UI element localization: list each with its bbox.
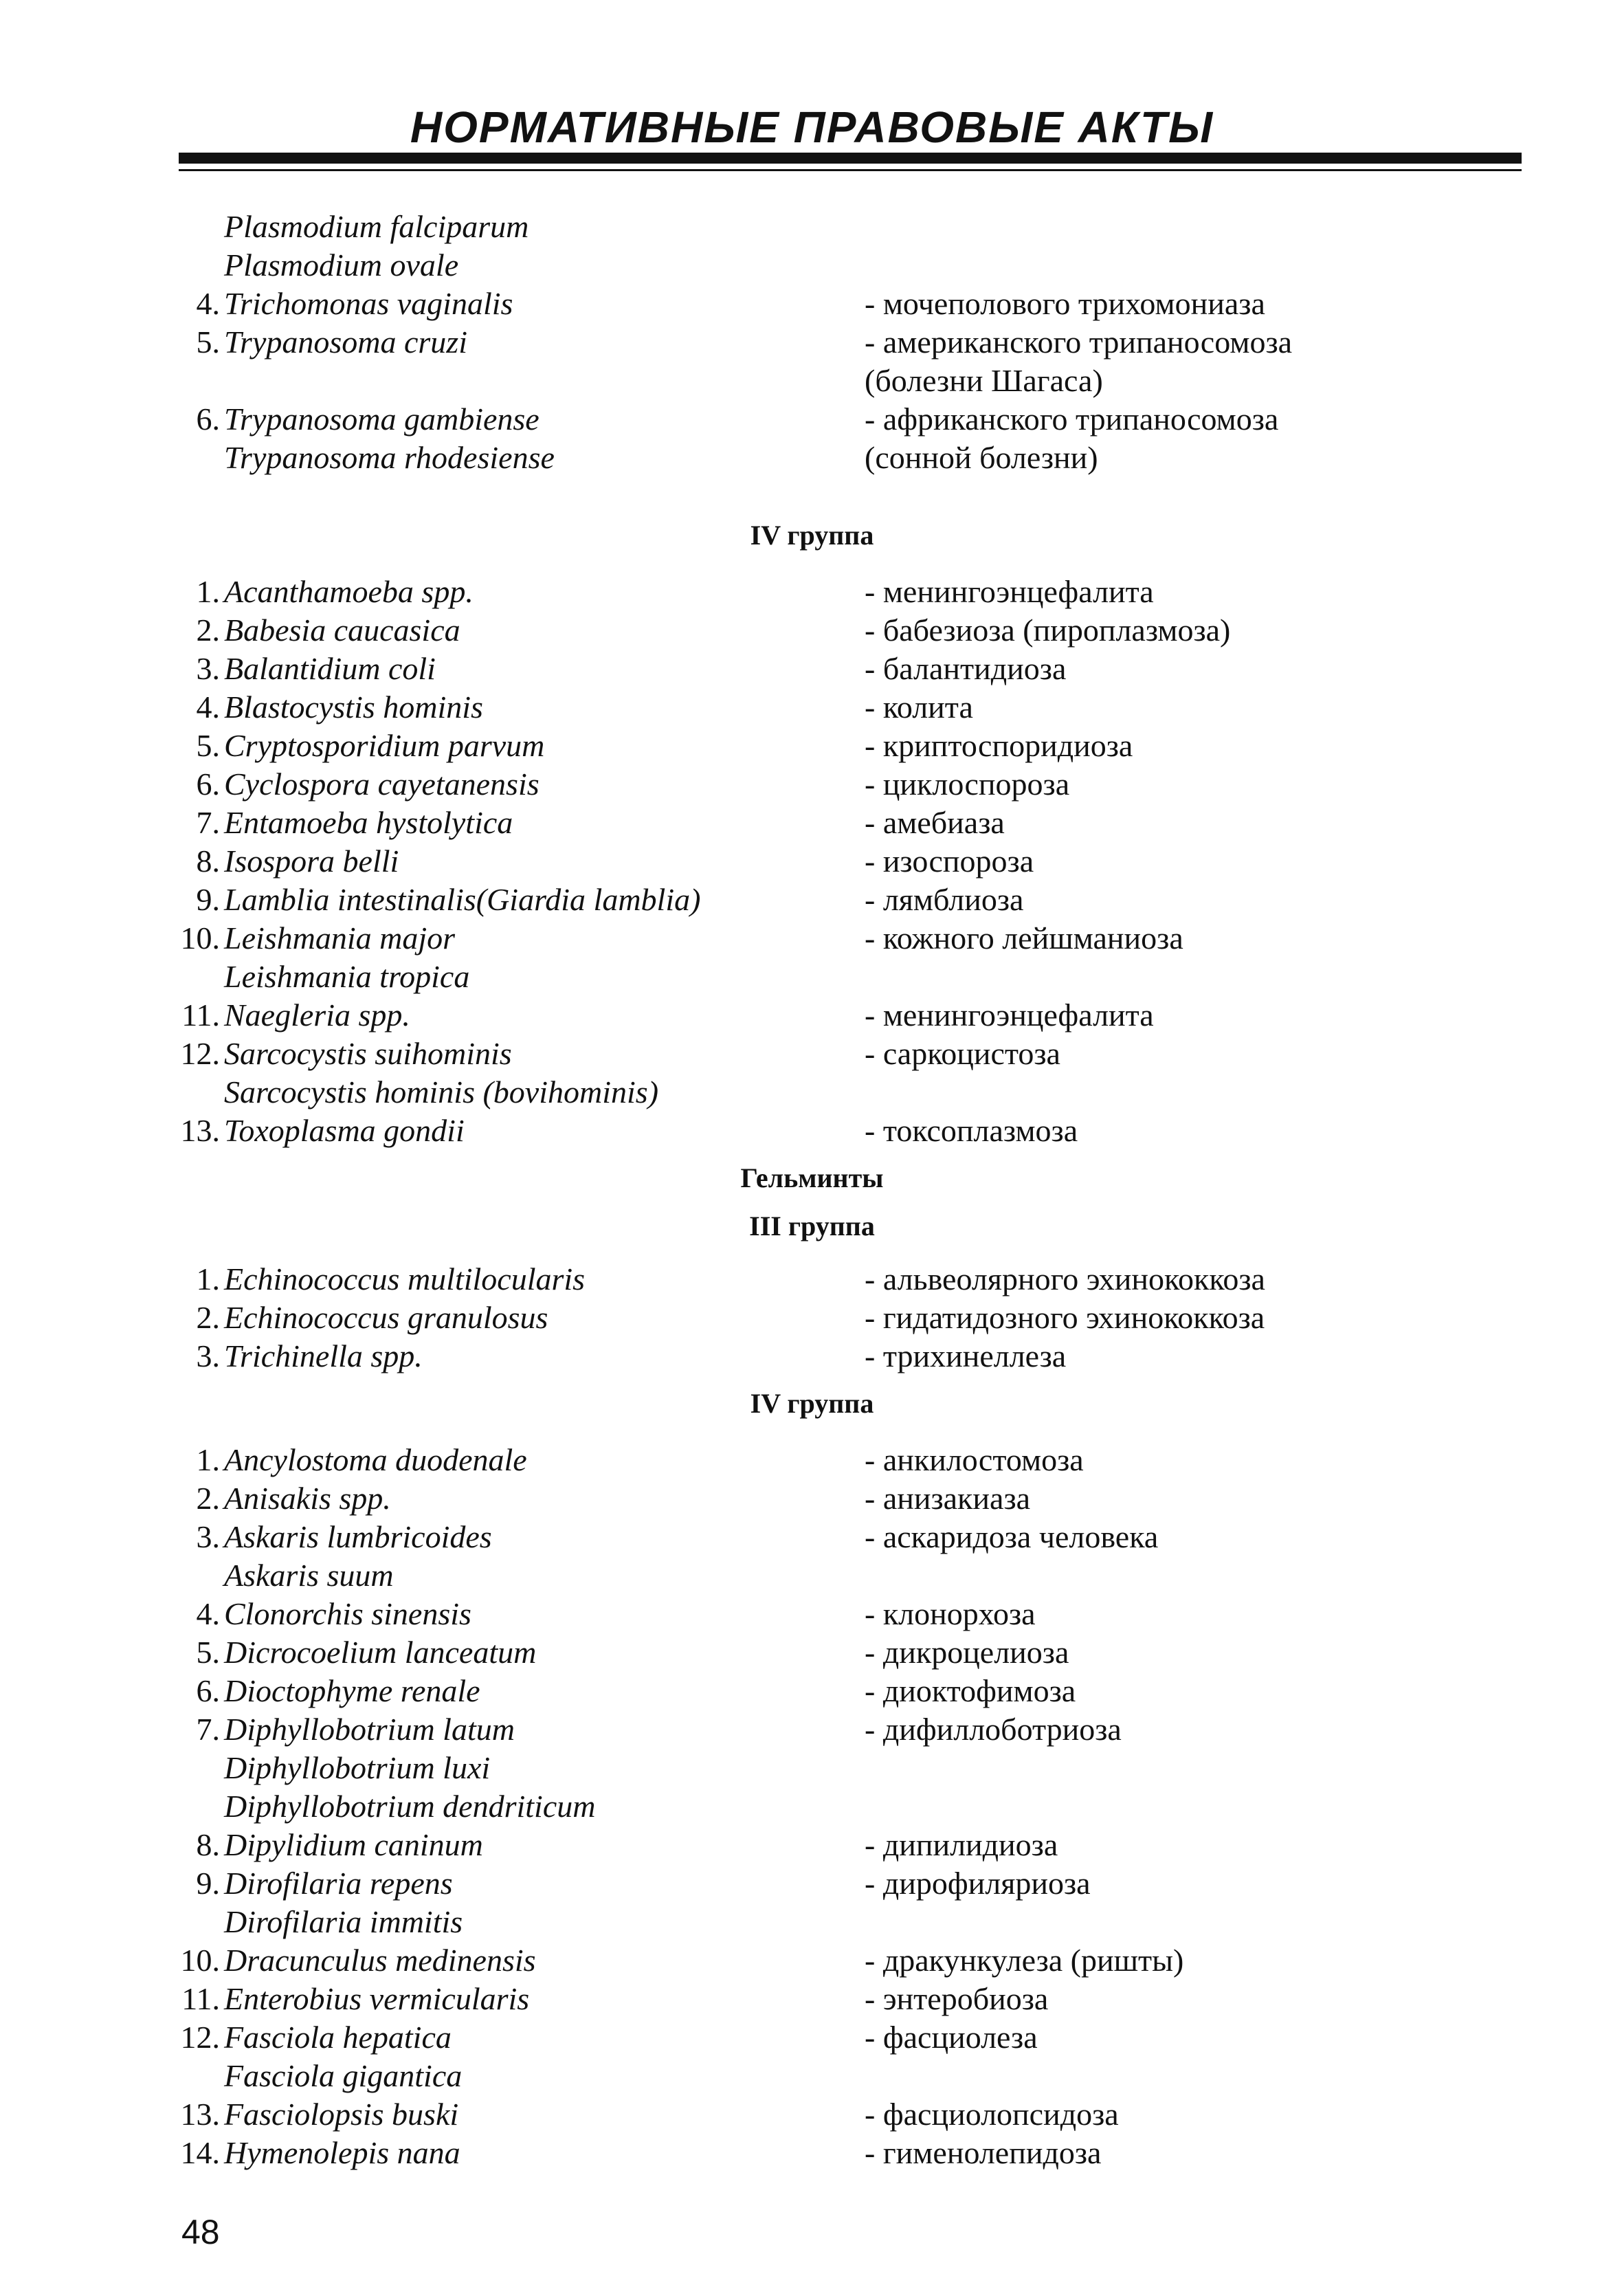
list-item bbox=[0, 1864, 1624, 1903]
pathogen-name: Dipylidium caninum bbox=[224, 1827, 483, 1862]
pathogen-name: Naegleria spp. bbox=[224, 997, 410, 1033]
item-number: 10. bbox=[180, 1943, 220, 1978]
pathogen-name: Sarcocystis hominis (bovihominis) bbox=[224, 1074, 659, 1110]
item-number: 12. bbox=[180, 1036, 220, 1071]
item-number: 1. bbox=[196, 574, 220, 609]
disease-name: (сонной болезни) bbox=[865, 440, 1098, 475]
item-number: 7. bbox=[196, 1712, 220, 1747]
pathogen-name: Trypanosoma rhodesiense bbox=[224, 440, 555, 475]
disease-name: - энтеробиоза bbox=[865, 1981, 1049, 2016]
disease-name: - мочеполового трихомониаза bbox=[865, 286, 1265, 321]
pathogen-name: Diphyllobotrium dendriticum bbox=[224, 1789, 596, 1824]
disease-name: - дракункулеза (ришты) bbox=[865, 1943, 1184, 1978]
list-item bbox=[0, 1556, 1624, 1595]
item-number: 3. bbox=[196, 1338, 220, 1373]
list-item bbox=[0, 246, 1624, 285]
list-item bbox=[0, 1980, 1624, 2018]
list-item bbox=[0, 2095, 1624, 2134]
list-item bbox=[0, 765, 1624, 804]
item-number: 3. bbox=[196, 1519, 220, 1554]
pathogen-name: Askaris lumbricoides bbox=[224, 1519, 492, 1554]
list-item bbox=[0, 323, 1624, 362]
disease-name: - менингоэнцефалита bbox=[865, 574, 1154, 609]
pathogen-name: Cyclospora cayetanensis bbox=[224, 766, 540, 802]
list-item bbox=[0, 1595, 1624, 1633]
pathogen-name: Dioctophyme renale bbox=[224, 1673, 480, 1708]
list-item bbox=[0, 2134, 1624, 2172]
pathogen-name: Isospora belli bbox=[224, 843, 399, 879]
list-item bbox=[0, 688, 1624, 727]
list-item bbox=[0, 881, 1624, 919]
list-item bbox=[0, 1672, 1624, 1710]
disease-name: - аскаридоза человека bbox=[865, 1519, 1159, 1554]
list-item bbox=[0, 1787, 1624, 1826]
item-number: 2. bbox=[196, 1481, 220, 1516]
list-item bbox=[0, 1112, 1624, 1150]
disease-name: - балантидиоза bbox=[865, 651, 1067, 686]
item-number: 6. bbox=[196, 766, 220, 802]
list-item bbox=[0, 1299, 1624, 1337]
pathogen-name: Trypanosoma gambiense bbox=[224, 401, 540, 437]
list-item bbox=[0, 439, 1624, 477]
disease-name: - фасциолопсидоза bbox=[865, 2097, 1119, 2132]
item-number: 6. bbox=[196, 401, 220, 437]
list-item bbox=[0, 958, 1624, 996]
pathogen-name: Trypanosoma cruzi bbox=[224, 324, 467, 360]
section-heading: Гельминты bbox=[740, 1162, 884, 1193]
disease-name: - дирофиляриоза bbox=[865, 1866, 1091, 1901]
item-number: 14. bbox=[180, 2135, 220, 2170]
pathogen-name: Leishmania tropica bbox=[224, 959, 470, 994]
pathogen-name: Balantidium coli bbox=[224, 651, 436, 686]
pathogen-name: Sarcocystis suihominis bbox=[224, 1036, 512, 1071]
list-item bbox=[0, 362, 1624, 400]
disease-name: (болезни Шагаса) bbox=[865, 363, 1103, 398]
pathogen-name: Trichinella spp. bbox=[224, 1338, 423, 1373]
disease-name: - дипилидиоза bbox=[865, 1827, 1058, 1862]
list-item bbox=[0, 611, 1624, 650]
pathogen-name: Lamblia intestinalis(Giardia lamblia) bbox=[224, 882, 701, 917]
disease-name: - амебиаза bbox=[865, 805, 1005, 840]
pathogen-name: Leishmania major bbox=[224, 920, 456, 956]
item-number: 11. bbox=[181, 997, 220, 1033]
disease-name: - американского трипаносомоза bbox=[865, 324, 1293, 360]
disease-name: - дифиллоботриоза bbox=[865, 1712, 1122, 1747]
section-heading: III группа bbox=[749, 1211, 875, 1241]
page-header: НОРМАТИВНЫЕ ПРАВОВЫЕ АКТЫ bbox=[410, 102, 1214, 152]
pathogen-name: Ancylostoma duodenale bbox=[224, 1442, 527, 1477]
list-item bbox=[0, 285, 1624, 323]
pathogen-name: Cryptosporidium parvum bbox=[224, 728, 545, 763]
list-item bbox=[0, 1035, 1624, 1073]
disease-name: - гименолепидоза bbox=[865, 2135, 1102, 2170]
disease-name: - колита bbox=[865, 689, 973, 725]
pathogen-name: Diphyllobotrium latum bbox=[224, 1712, 515, 1747]
section-heading: IV группа bbox=[750, 1388, 874, 1419]
item-number: 9. bbox=[196, 1866, 220, 1901]
disease-name: - токсоплазмоза bbox=[865, 1113, 1078, 1148]
item-number: 2. bbox=[196, 612, 220, 648]
pathogen-name: Askaris suum bbox=[224, 1558, 394, 1593]
list-item bbox=[0, 804, 1624, 842]
disease-name: - трихинеллеза bbox=[865, 1338, 1067, 1373]
disease-name: - кожного лейшманиоза bbox=[865, 920, 1183, 956]
disease-name: - фасциолеза bbox=[865, 2020, 1038, 2055]
list-item bbox=[0, 1337, 1624, 1376]
disease-name: - анизакиаза bbox=[865, 1481, 1031, 1516]
pathogen-name: Babesia caucasica bbox=[224, 612, 460, 648]
pathogen-name: Dicrocoelium lanceatum bbox=[224, 1635, 537, 1670]
item-number: 13. bbox=[180, 1113, 220, 1148]
list-item bbox=[0, 650, 1624, 688]
list-item bbox=[0, 1260, 1624, 1299]
item-number: 10. bbox=[180, 920, 220, 956]
list-item bbox=[0, 842, 1624, 881]
disease-name: - дикроцелиоза bbox=[865, 1635, 1069, 1670]
list-item bbox=[0, 1749, 1624, 1787]
pathogen-name: Diphyllobotrium luxi bbox=[224, 1750, 491, 1785]
item-number: 5. bbox=[196, 1635, 220, 1670]
item-number: 5. bbox=[196, 324, 220, 360]
list-item bbox=[0, 1710, 1624, 1749]
item-number: 7. bbox=[196, 805, 220, 840]
disease-name: - альвеолярного эхинококкоза bbox=[865, 1261, 1265, 1296]
disease-name: - циклоспороза bbox=[865, 766, 1070, 802]
pathogen-name: Enterobius vermicularis bbox=[224, 1981, 530, 2016]
disease-name: - лямблиоза bbox=[865, 882, 1024, 917]
item-number: 6. bbox=[196, 1673, 220, 1708]
item-number: 2. bbox=[196, 1300, 220, 1335]
list-item bbox=[0, 1479, 1624, 1518]
pathogen-name: Echinococcus granulosus bbox=[224, 1300, 548, 1335]
pathogen-name: Dracunculus medinensis bbox=[224, 1943, 536, 1978]
pathogen-name: Hymenolepis nana bbox=[224, 2135, 460, 2170]
disease-name: - диоктофимоза bbox=[865, 1673, 1076, 1708]
item-number: 8. bbox=[196, 843, 220, 879]
list-item bbox=[0, 996, 1624, 1035]
disease-name: - менингоэнцефалита bbox=[865, 997, 1154, 1033]
list-item bbox=[0, 1633, 1624, 1672]
item-number: 1. bbox=[196, 1442, 220, 1477]
list-item bbox=[0, 727, 1624, 765]
pathogen-name: Fasciola hepatica bbox=[224, 2020, 452, 2055]
list-item bbox=[0, 1073, 1624, 1112]
list-item bbox=[0, 2057, 1624, 2095]
pathogen-name: Clonorchis sinensis bbox=[224, 1596, 471, 1631]
list-item bbox=[0, 400, 1624, 439]
list-item bbox=[0, 1518, 1624, 1556]
list-item bbox=[0, 573, 1624, 611]
pathogen-name: Anisakis spp. bbox=[224, 1481, 391, 1516]
list-item bbox=[0, 208, 1624, 246]
pathogen-name: Echinococcus multilocularis bbox=[224, 1261, 586, 1296]
list-item bbox=[0, 1826, 1624, 1864]
disease-name: - бабезиоза (пироплазмоза) bbox=[865, 612, 1231, 648]
pathogen-name: Dirofilaria repens bbox=[224, 1866, 453, 1901]
list-item bbox=[0, 919, 1624, 958]
pathogen-name: Plasmodium falciparum bbox=[224, 209, 529, 244]
list-item bbox=[0, 1903, 1624, 1941]
disease-name: - анкилостомоза bbox=[865, 1442, 1084, 1477]
pathogen-name: Fasciolopsis buski bbox=[224, 2097, 459, 2132]
item-number: 5. bbox=[196, 728, 220, 763]
item-number: 12. bbox=[180, 2020, 220, 2055]
item-number: 4. bbox=[196, 689, 220, 725]
item-number: 1. bbox=[196, 1261, 220, 1296]
item-number: 3. bbox=[196, 651, 220, 686]
pathogen-name: Fasciola gigantica bbox=[224, 2058, 463, 2093]
disease-name: - африканского трипаносомоза bbox=[865, 401, 1279, 437]
item-number: 13. bbox=[180, 2097, 220, 2132]
pathogen-name: Trichomonas vaginalis bbox=[224, 286, 513, 321]
disease-name: - изоспороза bbox=[865, 843, 1034, 879]
disease-name: - криптоспоридиоза bbox=[865, 728, 1133, 763]
item-number: 11. bbox=[181, 1981, 220, 2016]
list-item bbox=[0, 1441, 1624, 1479]
pathogen-name: Plasmodium ovale bbox=[224, 247, 459, 283]
item-number: 4. bbox=[196, 286, 220, 321]
disease-name: - саркоцистоза bbox=[865, 1036, 1060, 1071]
page-number: 48 bbox=[181, 2213, 220, 2251]
pathogen-name: Acanthamoeba spp. bbox=[224, 574, 474, 609]
disease-name: - гидатидозного эхинококкоза bbox=[865, 1300, 1265, 1335]
list-item bbox=[0, 2018, 1624, 2057]
section-heading: IV группа bbox=[750, 520, 874, 551]
pathogen-name: Entamoeba hystolytica bbox=[224, 805, 513, 840]
pathogen-name: Blastocystis hominis bbox=[224, 689, 483, 725]
list-item bbox=[0, 1941, 1624, 1980]
item-number: 4. bbox=[196, 1596, 220, 1631]
pathogen-name: Toxoplasma gondii bbox=[224, 1113, 465, 1148]
item-number: 8. bbox=[196, 1827, 220, 1862]
disease-name: - клонорхоза bbox=[865, 1596, 1036, 1631]
pathogen-name: Dirofilaria immitis bbox=[224, 1904, 463, 1939]
item-number: 9. bbox=[196, 882, 220, 917]
